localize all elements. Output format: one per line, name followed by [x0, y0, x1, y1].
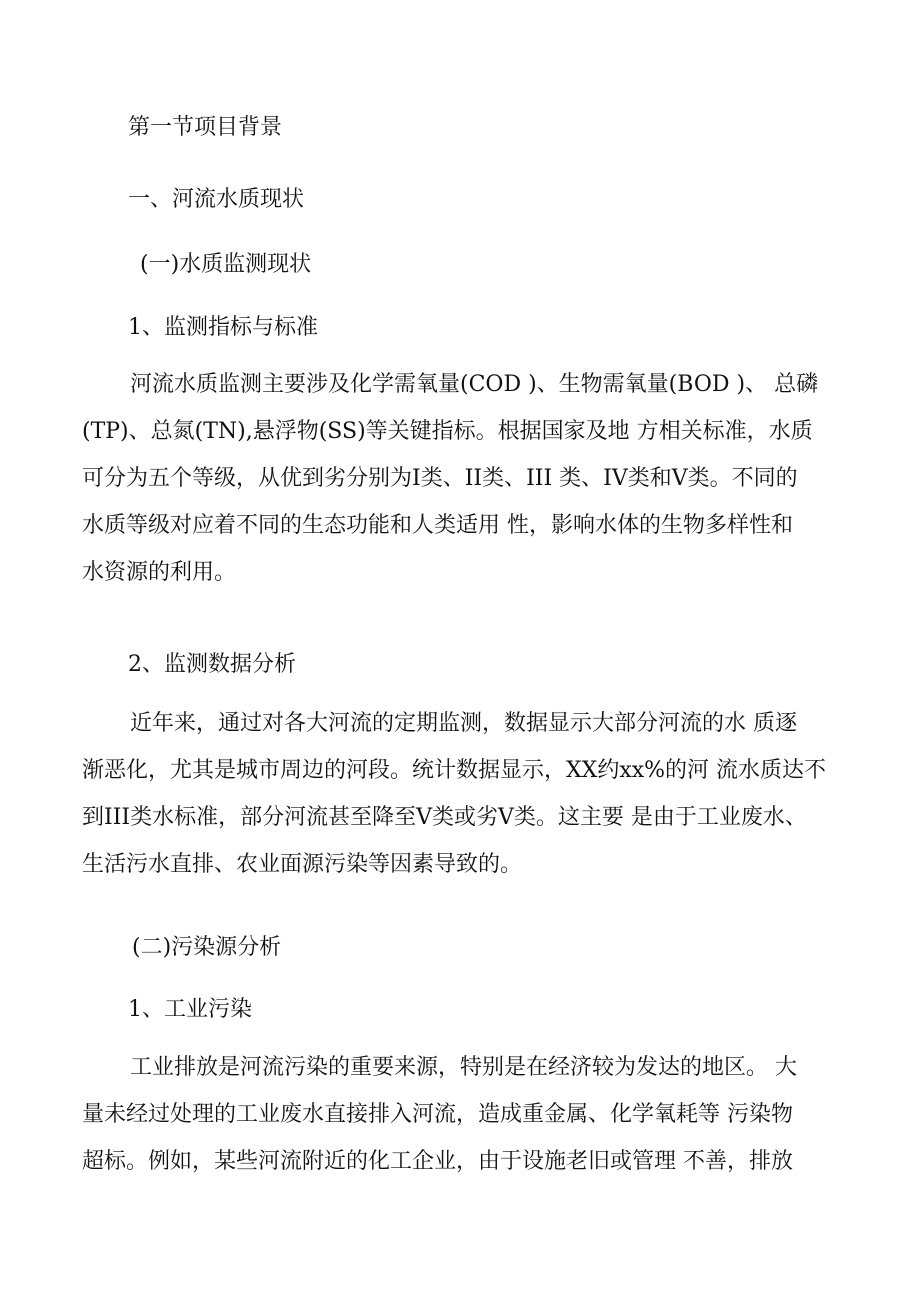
paragraph-line: 水资源的利用。 — [82, 560, 237, 585]
heading-river-water-quality: 一、河流水质现状 — [128, 187, 305, 212]
paragraph-indicators — [82, 361, 842, 596]
heading-data-analysis: 2、监测数据分析 — [128, 652, 296, 677]
heading-indicators-standards: 1、监测指标与标准 — [128, 315, 318, 340]
paragraph-data-analysis — [82, 700, 842, 888]
paragraph-line: (TP)、总氮(TN),悬浮物(SS)等关键指标。根据国家及地 方相关标准，水质 — [82, 419, 813, 444]
paragraph-line: 水质等级对应着不同的生态功能和人类适用 性，影响水体的生物多样性和 — [82, 513, 793, 538]
heading-monitoring-status: (一)水质监测现状 — [140, 252, 312, 277]
paragraph-line: 可分为五个等级，从优到劣分别为I类、II类、III 类、IV类和V类。不同的 — [82, 466, 798, 491]
paragraph-line: 生活污水直排、农业面源污染等因素导致的。 — [82, 852, 523, 877]
paragraph-line: 工业排放是河流污染的重要来源，特别是在经济较为发达的地区。 大 — [130, 1055, 797, 1080]
heading-industrial-pollution: 1、工业污染 — [128, 997, 252, 1022]
paragraph-line: 量未经过处理的工业废水直接排入河流，造成重金属、化学氧耗等 污染物 — [82, 1102, 793, 1127]
paragraph-line: 渐恶化，尤其是城市周边的河段。统计数据显示，XX约xx%的河 流水质达不 — [82, 758, 827, 783]
paragraph-industrial — [82, 1044, 842, 1185]
paragraph-line: 到III类水标准，部分河流甚至降至V类或劣V类。这主要 是由于工业废水、 — [82, 805, 807, 830]
heading-pollution-sources: (二)污染源分析 — [132, 935, 282, 960]
paragraph-line: 河流水质监测主要涉及化学需氧量(COD )、生物需氧量(BOD )、 总磷 — [130, 372, 819, 397]
section-title: 第一节项目背景 — [128, 115, 283, 140]
paragraph-line: 超标。例如，某些河流附近的化工企业，由于设施老旧或管理 不善，排放 — [82, 1149, 793, 1174]
paragraph-line: 近年来，通过对各大河流的定期监测，数据显示大部分河流的水 质逐 — [130, 711, 797, 736]
